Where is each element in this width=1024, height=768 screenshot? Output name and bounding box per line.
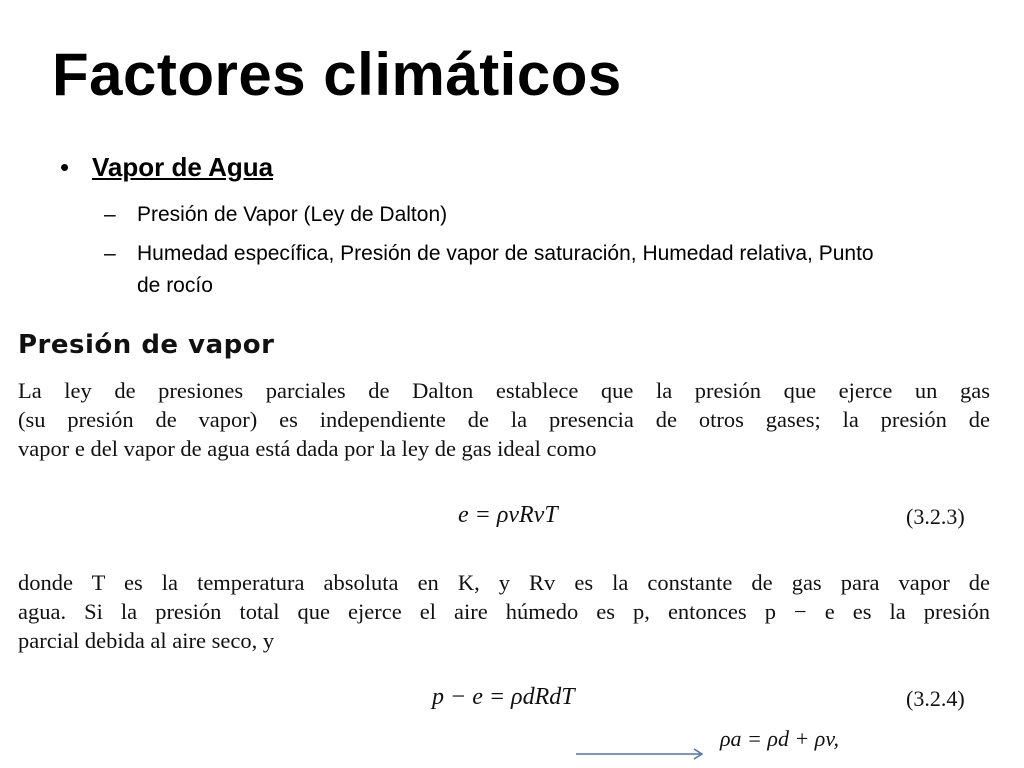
arrow-icon (576, 748, 708, 760)
bullet-text: Vapor de Agua (92, 152, 274, 182)
scan-heading: Presión de vapor (18, 330, 275, 360)
equation-density-sum: ρa = ρd + ρv, (720, 726, 840, 751)
subitem-text: Presión de Vapor (Ley de Dalton) (137, 203, 448, 226)
bullet-marker: • (60, 152, 70, 182)
equation-3-2-3: e = ρvRvT (458, 502, 558, 528)
slide-title: Factores climáticos (52, 41, 622, 108)
scan-paragraph-1 (18, 376, 990, 463)
paragraph-line: parcial debida al aire seco, y (18, 628, 275, 653)
paragraph-line: (su presión de vapor) es independiente de la presencia de otros gases; la presión de (18, 407, 990, 432)
scanned-textbook-excerpt (18, 330, 998, 768)
scan-paragraph-2 (18, 568, 990, 655)
paragraph-line: donde T es la temperatura absoluta en K, y Rv es la constante de gas para vapor de (18, 570, 990, 595)
subitem-marker: – (104, 203, 116, 226)
equation-3-2-4: p − e = ρdRdT (432, 684, 575, 710)
paragraph-line: vapor e del vapor de agua está dada por la ley de gas ideal como (18, 436, 597, 461)
equation-number: (3.2.4) (906, 686, 965, 711)
equation-number: (3.2.3) (906, 504, 965, 529)
paragraph-line: agua. Si la presión total que ejerce el aire húmedo es p, entonces p − e es la presión (18, 599, 990, 624)
paragraph-line: La ley de presiones parciales de Dalton establece que la presión que ejerce un gas (18, 378, 990, 403)
subitem-marker: – (104, 242, 116, 265)
subitem-text: Humedad específica, Presión de vapor de saturación, Humedad relativa, Punto de rocío (137, 242, 874, 297)
